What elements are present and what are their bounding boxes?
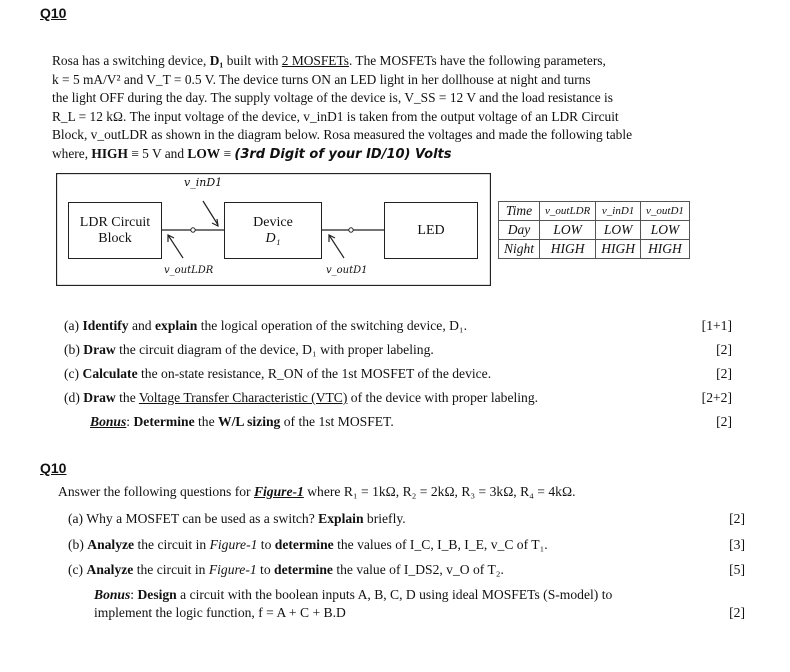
question-heading-1: Q10 bbox=[40, 5, 67, 21]
device-block: Device D₁ bbox=[224, 202, 322, 259]
table-row bbox=[499, 240, 690, 259]
table-header-cell: v_outD1 bbox=[641, 202, 690, 221]
statement-line-4: R_L = 12 kΩ. The input voltage of the device, v_inD1 is taken from the output voltage of an LDR Circuit bbox=[52, 108, 619, 124]
q2-bonus-line2: implement the logic function, f = A + C + B.D bbox=[94, 605, 346, 620]
arrow-vout-d bbox=[329, 235, 344, 258]
q2-marks-bonus: [2] bbox=[729, 605, 745, 620]
marks-d: [2+2] bbox=[701, 390, 732, 405]
block-diagram bbox=[56, 173, 491, 286]
led-block: LED bbox=[384, 202, 478, 259]
marks-b: [2] bbox=[716, 342, 732, 357]
arrow-vout-ldr bbox=[168, 235, 183, 258]
handwritten-note: (3rd Digit of your ID/10) Volts bbox=[234, 146, 452, 162]
table-cell: Night bbox=[499, 240, 540, 259]
arrow-vin bbox=[203, 201, 218, 225]
table-header-cell: Time bbox=[499, 202, 540, 221]
table-row bbox=[499, 221, 690, 240]
table-cell: LOW bbox=[540, 221, 596, 240]
label-vin: v_inD1 bbox=[184, 176, 223, 189]
bonus-1: Bonus: Determine the W/L sizing of the 1st MOSFET. bbox=[90, 414, 394, 429]
table-cell: Day bbox=[499, 221, 540, 240]
marks-bonus-1: [2] bbox=[716, 414, 732, 429]
q2-marks-c: [5] bbox=[729, 562, 745, 577]
table-cell: LOW bbox=[641, 221, 690, 240]
statement-line-2: k = 5 mA/V² and V_T = 0.5 V. The device turns ON an LED light in her dollhouse at night and turns bbox=[52, 71, 591, 87]
part-d: (d) Draw the Voltage Transfer Characteristic (VTC) of the device with proper labeling. bbox=[64, 390, 539, 405]
statement-line-3: the light OFF during the day. The supply voltage of the device is, V_SS = 12 V and the load resistance is bbox=[52, 90, 613, 106]
table-cell: LOW bbox=[596, 221, 641, 240]
q2-bonus: Bonus: Design a circuit with the boolean inputs A, B, C, D using ideal MOSFETs (S-model) to bbox=[94, 587, 613, 602]
node-input bbox=[191, 228, 195, 232]
ldr-circuit-block: LDR Circuit Block bbox=[68, 202, 162, 259]
table-cell: HIGH bbox=[596, 240, 641, 259]
node-output bbox=[349, 228, 353, 232]
label-vout-ldr: v_outLDR bbox=[164, 265, 214, 276]
table-cell: HIGH bbox=[540, 240, 596, 259]
question-heading-2: Q10 bbox=[40, 460, 67, 476]
statement-line-5: Block, v_outLDR as shown in the diagram below. Rosa measured the voltages and made the following table bbox=[52, 127, 633, 143]
part-b: (b) Draw the circuit diagram of the device, D₁ with proper labeling. bbox=[64, 342, 434, 357]
part-c: (c) Calculate the on-state resistance, R_ON of the 1st MOSFET of the device. bbox=[64, 366, 492, 381]
statement-line-1: Rosa has a switching device, D₁ built with 2 MOSFETs. The MOSFETs have the following parameters, bbox=[52, 53, 606, 68]
q2-marks-a: [2] bbox=[729, 511, 745, 526]
q2-part-b: (b) Analyze the circuit in Figure-1 to determine the values of I_C, I_B, I_E, v_C of T₁. bbox=[68, 537, 548, 552]
q2-part-c: (c) Analyze the circuit in Figure-1 to determine the value of I_DS2, v_O of T₂. bbox=[68, 562, 504, 577]
marks-a: [1+1] bbox=[701, 318, 732, 333]
problem-statement bbox=[52, 52, 742, 165]
table-cell: HIGH bbox=[641, 240, 690, 259]
q2-marks-b: [3] bbox=[729, 537, 745, 552]
table-header-row bbox=[499, 202, 690, 221]
q2-intro: Answer the following questions for Figure-1 where R₁ = 1kΩ, R₂ = 2kΩ, R₃ = 3kΩ, R₄ = 4kΩ. bbox=[58, 484, 576, 499]
label-vout-d: v_outD1 bbox=[326, 265, 368, 276]
voltage-table bbox=[498, 201, 690, 259]
part-a: (a) Identify and explain the logical operation of the switching device, D₁. bbox=[64, 318, 468, 333]
q2-part-a: (a) Why a MOSFET can be used as a switch? Explain briefly. bbox=[68, 511, 406, 526]
table-header-cell: v_inD1 bbox=[596, 202, 641, 221]
marks-c: [2] bbox=[716, 366, 732, 381]
statement-line-6: where, HIGH ≡ 5 V and LOW ≡ (3rd Digit of your ID/10) Volts bbox=[52, 145, 452, 162]
table-header-cell: v_outLDR bbox=[540, 202, 596, 221]
